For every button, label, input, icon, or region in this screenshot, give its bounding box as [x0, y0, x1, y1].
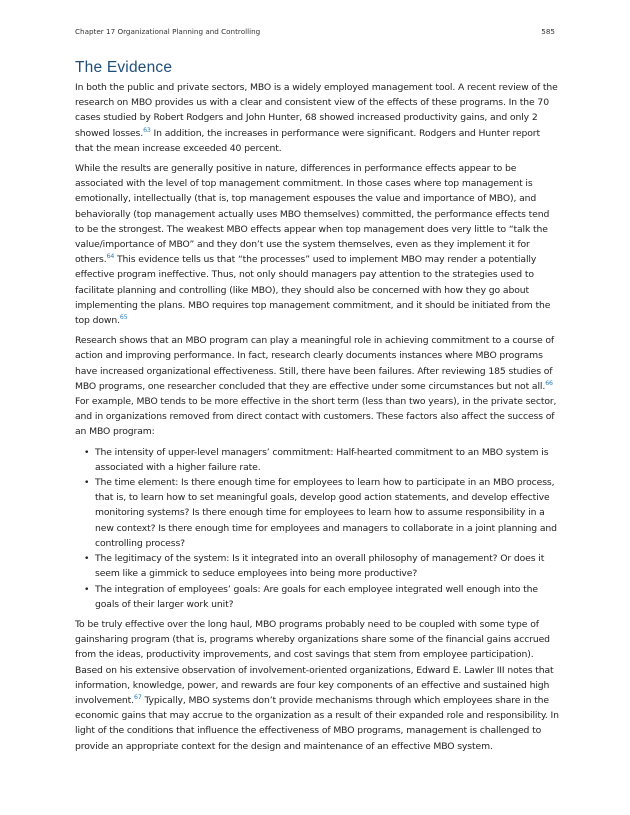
list-item: • The legitimacy of the system: Is it integrated into an overall philosophy of management? Or does it seem like a gimmick to seduce employees into being more productive? — [95, 551, 559, 581]
list-item: • The intensity of upper-level managers’ commitment: Half-hearted commitment to an MBO system is associated with a higher failure rate. — [95, 445, 559, 475]
list-item: • The integration of employees’ goals: Are goals for each employee integrated well enough into the goals of their larger work unit? — [95, 582, 559, 612]
footnote-ref-63[interactable]: 63 — [143, 126, 151, 134]
section-title: The Evidence — [75, 59, 173, 76]
paragraph-4: To be truly effective over the long haul, MBO programs probably need to be coupled with some type of gainsharing program (that is, programs whereby organizations share some of the financial gains accrued from the ideas, productivity improvements, and cost savings that stem from employee participation). Based on his extensive observation of involvement-oriented organizations, Edward E. Lawler III notes that information, knowledge, power, and rewards are four key components of an effective and sustained high involvement.$^{67}$ Typically, MBO systems don’t provide mechanisms through which employees share in the economic gains that may accrue to the organization as a result of their expanded role and responsibility. In light of the conditions that influence the effectiveness of MBO programs, management is challenged to provide an appropriate context for the design and maintenance of an effective MBO system. — [75, 618, 559, 752]
paragraph-3: Research shows that an MBO program can play a meaningful role in achieving commitment to a course of action and improving performance. In fact, research clearly documents instances where MBO programs have increased organizational effectiveness. Still, there have been failures. After reviewing 185 studies of MBO programs, one researcher concluded that they are effective under some circumstances but not all.$^{66}$ For example, MBO tends to be more effective in the short term (less than two years), in the private sector, and in organizations removed from direct contact with customers. These factors also affect the success of an MBO program: — [75, 335, 557, 438]
chapter-title: Chapter 17 Organizational Planning and Controlling — [75, 27, 261, 36]
body-text — [75, 80, 559, 759]
success-factors-list — [75, 445, 559, 612]
page-number: 585 — [541, 27, 555, 36]
paragraph-2: While the results are generally positive in nature, differences in performance effects appear to be associated with the level of top management commitment. In those cases where top management is emotionally, intellectually (that is, top management espouses the value and importance of MBO), and behaviorally (top management actually uses MBO themselves) committed, the performance effects tend to be the strongest. The weakest MBO effects appear when top management does very little to “talk the value/importance of MBO” and they don’t use the system themselves, even as they implement it for others.$^{64}$ This evidence tells us that “the processes” used to implement MBO may render a potentially effective program ineffective. Thus, not only should managers pay attention to the strategies used to facilitate planning and controlling (like MBO), they should also be concerned with how they go about implementing the plans. MBO requires top management commitment, and it should be initiated from the top down.$^{65}$ — [75, 163, 551, 327]
running-header — [75, 27, 555, 37]
footnote-ref-64[interactable]: 64 — [106, 253, 115, 261]
footnote-ref-67[interactable]: 67 — [134, 693, 142, 701]
paragraph-1: In both the public and private sectors, MBO is a widely employed management tool. A recent review of the research on MBO provides us with a clear and consistent view of the effects of these programs. In the 70 cases studied by Robert Rodgers and John Hunter, 68 showed increased productivity gains, and only 2 showed losses.$^{63}$ In addition, the increases in performance were significant. Rodgers and Hunter report that the mean increase exceeded 40 percent. — [75, 82, 558, 154]
list-item: • The time element: Is there enough time for employees to learn how to participate in an MBO process, that is, to learn how to set meaningful goals, develop good action statements, and develop effective monitoring systems? Is there enough time for employees to learn how to assume responsibility in a new context? Is there enough time for employees and managers to collaborate in a joint planning and controlling process? — [95, 475, 559, 551]
footnote-ref-65[interactable]: 65 — [119, 314, 128, 322]
footnote-ref-66[interactable]: 66 — [545, 379, 553, 387]
